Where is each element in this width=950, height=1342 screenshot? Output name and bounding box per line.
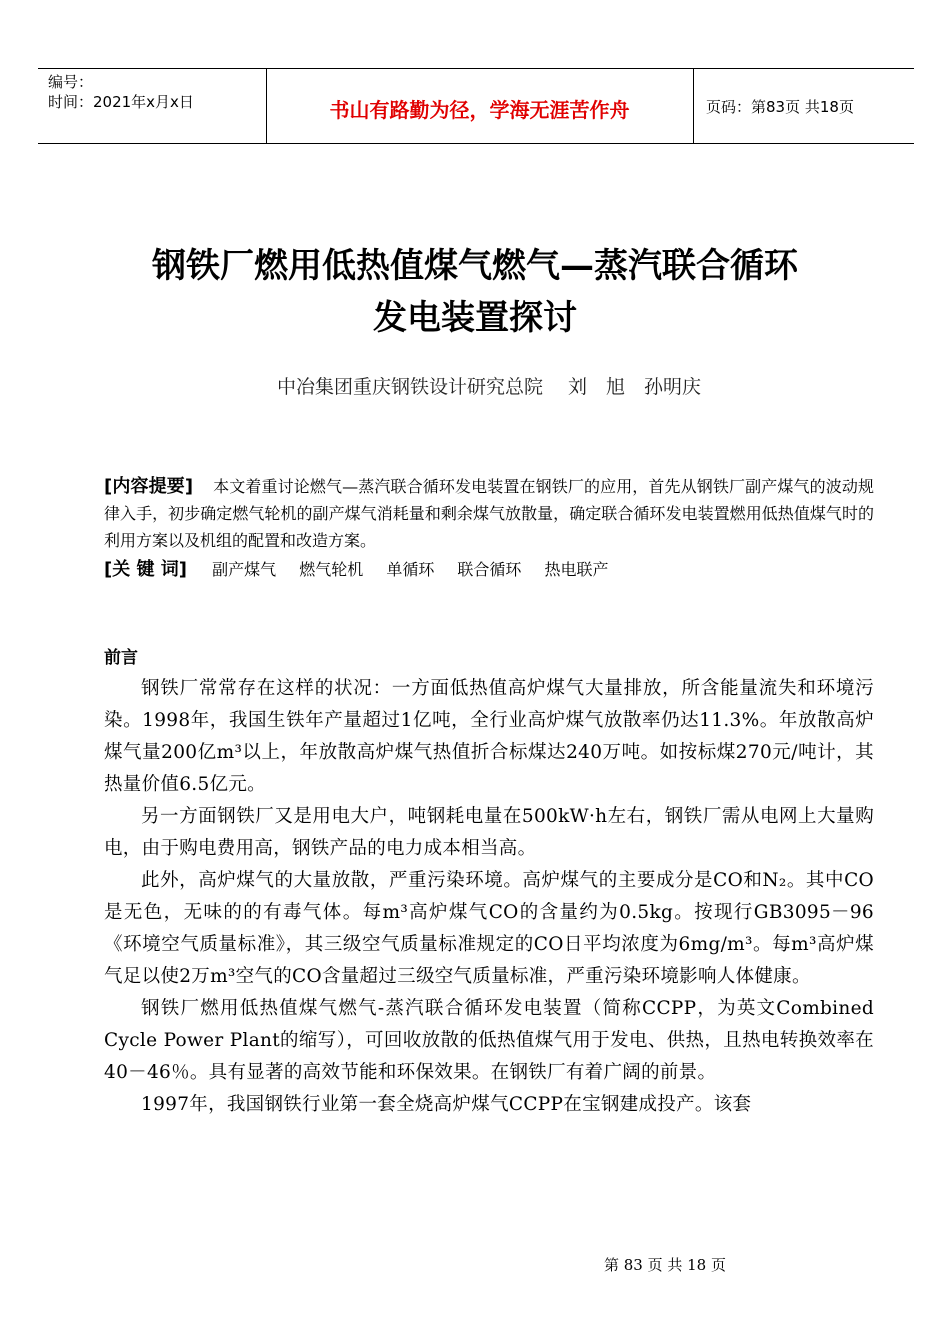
keyword: 副产煤气 xyxy=(212,560,277,579)
header-top-rule xyxy=(38,68,914,69)
keyword: 燃气轮机 xyxy=(299,560,364,579)
paragraph: 此外，高炉煤气的大量放散，严重污染环境。高炉煤气的主要成分是CO和N₂。其中CO是无色，无味的的有毒气体。每m³高炉煤气CO的含量约为0.5kg。按现行GB3095－96《环境空气质量标准》，其三级空气质量标准规定的CO日平均浓度为6mg/m³。每m³高炉煤气足以使2万m³空气的CO含量超过三级空气质量标准，严重污染环境影响人体健康。 xyxy=(104,870,874,987)
keyword: 单循环 xyxy=(386,560,435,579)
header-page-info: 页码：第83页 共18页 xyxy=(706,98,854,116)
header-meta xyxy=(48,72,194,112)
keywords xyxy=(104,556,874,583)
title-line-1: 钢铁厂燃用低热值煤气燃气—蒸汽联合循环 xyxy=(152,246,798,286)
abstract-tag: [内容提要] xyxy=(104,476,194,497)
header-divider xyxy=(693,68,694,144)
paragraph: 另一方面钢铁厂又是用电大户，吨钢耗电量在500kW·h左右，钢铁厂需从电网上大量购电，由于购电费用高，钢铁产品的电力成本相当高。 xyxy=(104,806,874,859)
paragraph: 钢铁厂燃用低热值煤气燃气-蒸汽联合循环发电装置（简称CCPP，为英文Combined Cycle Power Plant的缩写），可回收放散的低热值煤气用于发电、供热，且热电转换效率在40－46％。具有显著的高效节能和环保效果。在钢铁厂有着广阔的前景。 xyxy=(104,998,874,1083)
keyword: 联合循环 xyxy=(457,560,522,579)
page-footer: 第 83 页 共 18 页 xyxy=(603,1256,726,1274)
title-line-2: 发电装置探讨 xyxy=(373,298,577,338)
page-header xyxy=(38,68,914,144)
author-line: 中冶集团重庆钢铁设计研究总院 刘 旭 孙明庆 xyxy=(276,376,702,398)
body-text xyxy=(104,673,874,1121)
keywords-tag: [关 键 词] xyxy=(104,559,187,580)
time-label: 时间：2021年x月x日 xyxy=(48,93,194,111)
header-bottom-rule xyxy=(38,143,914,144)
keyword: 热电联产 xyxy=(544,560,609,579)
document-title xyxy=(60,240,890,344)
paragraph: 钢铁厂常常存在这样的状况：一方面低热值高炉煤气大量排放，所含能量流失和环境污染。1998年，我国生铁年产量超过1亿吨，全行业高炉煤气放散率仍达11.3%。年放散高炉煤气量200亿m³以上，年放散高炉煤气热值折合标煤达240万吨。如按标煤270元/吨计，其热量价值6.5亿元。 xyxy=(104,678,874,795)
serial-label: 编号： xyxy=(48,73,94,91)
abstract xyxy=(104,473,874,554)
abstract-text: 本文着重讨论燃气—蒸汽联合循环发电装置在钢铁厂的应用，首先从钢铁厂副产煤气的波动规律入手，初步确定燃气轮机的副产煤气消耗量和剩余煤气放散量，确定联合循环发电装置燃用低热值煤气时的利用方案以及机组的配置和改造方案。 xyxy=(104,477,874,550)
paragraph: 1997年，我国钢铁行业第一套全烧高炉煤气CCPP在宝钢建成投产。该套 xyxy=(141,1094,752,1115)
section-heading: 前言 xyxy=(104,648,138,668)
header-motto: 书山有路勤为径，学海无涯苦作舟 xyxy=(329,98,630,122)
